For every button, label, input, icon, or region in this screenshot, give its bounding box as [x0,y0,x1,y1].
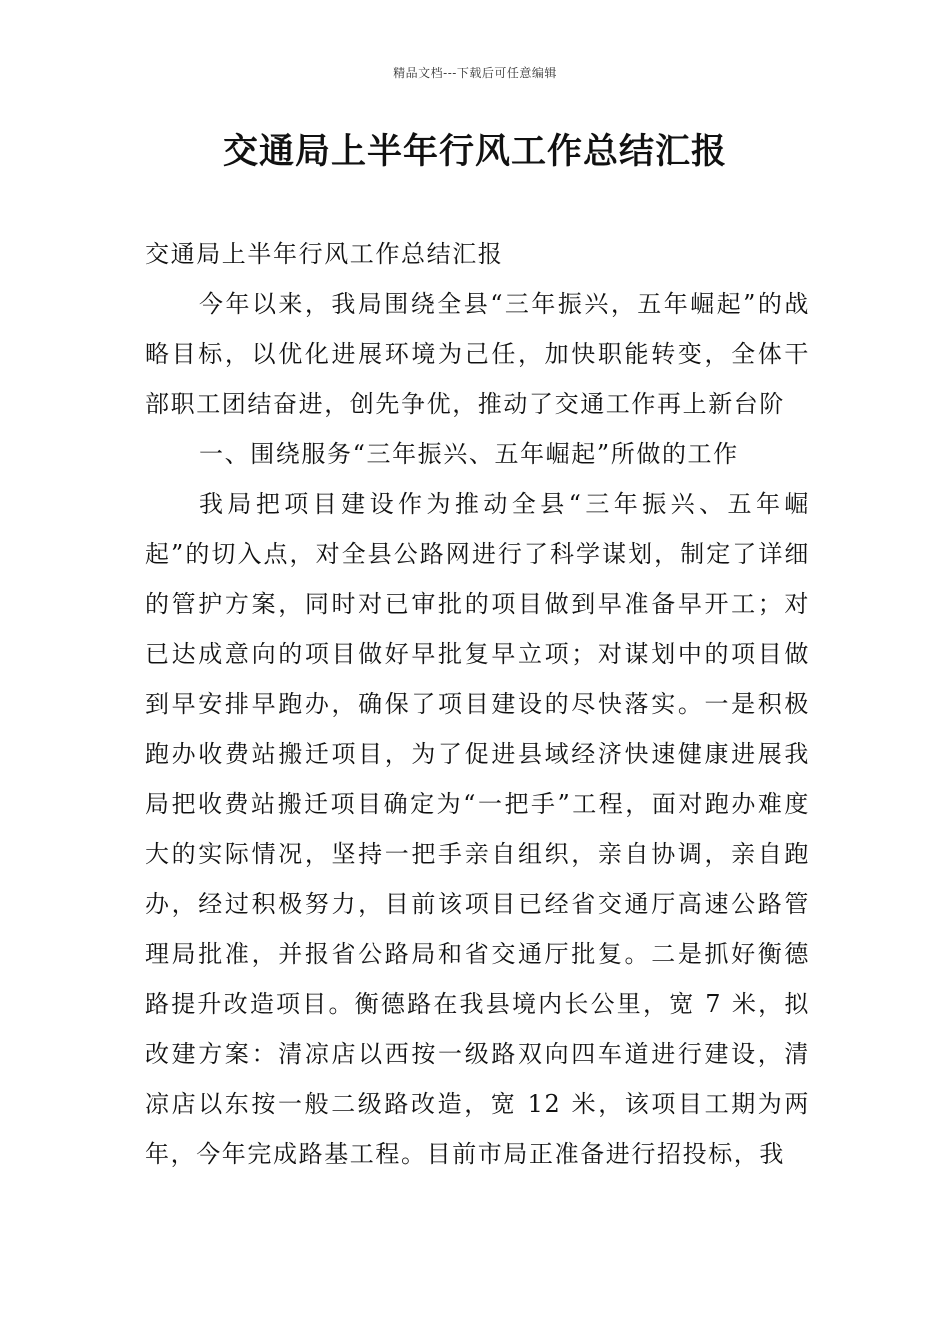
subtitle-paragraph: 交通局上半年行风工作总结汇报 [145,240,504,268]
document-title: 交通局上半年行风工作总结汇报 [222,132,727,172]
section-heading: 一、围绕服务“三年振兴、五年崛起”所做的工作 [199,440,739,468]
body-paragraph: 我局把项目建设作为推动全县“三年振兴、五年崛起”的切入点，对全县公路网进行了科学谋划，制定了详细的管护方案，同时对已审批的项目做到早准备早开工；对已达成意向的项目做好早批复早立项；对谋划中的项目做到早安排早跑办，确保了项目建设的尽快落实。一是积极跑办收费站搬迁项目，为了促进县域经济快速健康进展我局把收费站搬迁项目确定为“一把手”工程，面对跑办难度大的实际情况，坚持一把手亲自组织，亲自协调，亲自跑办，经过积极努力，目前该项目已经省交通厅高速公路管理局批准，并报省公路局和省交通厅批复。二是抓好衡德路提升改造项目。衡德路在我县境内长公里，宽 7 米，拟改建方案：清凉店以西按一级路双向四车道进行建设，清凉店以东按一般二级路改造，宽 12 米，该项目工期为两年，今年完成路基工程。目前市局正准备进行招投标，我 [145,490,810,1168]
document-body [145,229,810,1179]
intro-paragraph: 今年以来，我局围绕全县“三年振兴，五年崛起”的战略目标，以优化进展环境为己任，加快职能转变，全体干部职工团结奋进，创先争优，推动了交通工作再上新台阶 [145,290,810,418]
header-note: 精品文档---下载后可任意编辑 [393,66,557,80]
